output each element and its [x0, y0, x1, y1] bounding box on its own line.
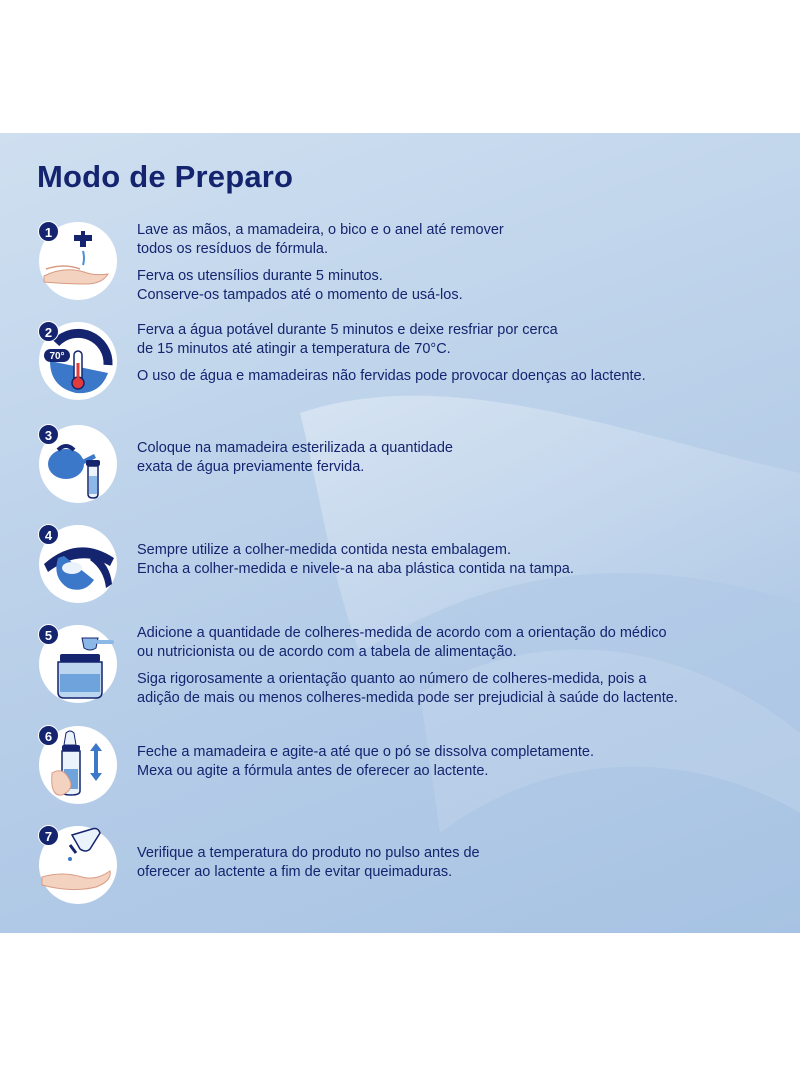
text-line: Adicione a quantidade de colheres-medida de acordo com a orientação do médico: [137, 625, 667, 641]
text-line: Coloque na mamadeira esterilizada a quantidade: [137, 440, 453, 456]
text-line: O uso de água e mamadeiras não fervidas pode provocar doenças ao lactente.: [137, 368, 646, 384]
temperature-label: 70°: [49, 351, 65, 362]
step-3-text: [137, 439, 777, 485]
step-number-badge: 7: [38, 825, 59, 846]
step-4-text: [137, 541, 777, 587]
thermometer-kettle-icon: [38, 321, 118, 401]
step-number-badge: 6: [38, 725, 59, 746]
wrist-temperature-test-icon: [38, 825, 118, 905]
text-line: Lave as mãos, a mamadeira, o bico e o anel até remover: [137, 222, 504, 238]
text-line: oferecer ao lactente a fim de evitar queimaduras.: [137, 864, 453, 880]
step-2-text: [137, 321, 777, 394]
kettle-pouring-into-bottle-icon: [38, 424, 118, 504]
text-line: Mexa ou agite a fórmula antes de oferecer ao lactente.: [137, 763, 489, 779]
text-line: Feche a mamadeira e agite-a até que o pó se dissolva completamente.: [137, 744, 595, 760]
preparation-panel: [0, 133, 800, 933]
shake-bottle-icon: [38, 725, 118, 805]
step-7-text: [137, 844, 777, 890]
step-5-paragraph-1: [137, 624, 777, 662]
text-line: de 15 minutos até atingir a temperatura de 70°C.: [137, 341, 451, 357]
step-1-paragraph-1: [137, 221, 777, 259]
step-1-paragraph-2: [137, 267, 777, 305]
step-1-text: [137, 221, 777, 313]
step-number-badge: 1: [38, 221, 59, 242]
text-line: Ferva os utensílios durante 5 minutos.: [137, 268, 383, 284]
text-line: Ferva a água potável durante 5 minutos e deixe resfriar por cerca: [137, 322, 558, 338]
step-6-text: [137, 743, 777, 789]
step-2-paragraph-2: [137, 367, 777, 386]
page-title: Modo de Preparo: [37, 159, 294, 194]
text-line: adição de mais ou menos colheres-medida pode ser prejudicial à saúde do lactente.: [137, 690, 678, 706]
text-line: todos os resíduos de fórmula.: [137, 241, 329, 257]
step-number-badge: 2: [38, 321, 59, 342]
step-number-badge: 5: [38, 624, 59, 645]
text-line: Sempre utilize a colher-medida contida nesta embalagem.: [137, 542, 511, 558]
text-line: Encha a colher-medida e nivele-a na aba plástica contida na tampa.: [137, 561, 574, 577]
step-5-paragraph-2: [137, 670, 777, 708]
step-3-paragraph-1: [137, 439, 777, 477]
text-line: Verifique a temperatura do produto no pulso antes de: [137, 845, 480, 861]
text-line: Conserve-os tampados até o momento de usá-los.: [137, 287, 463, 303]
step-4-paragraph-1: [137, 541, 777, 579]
text-line: Siga rigorosamente a orientação quanto ao número de colheres-medida, pois a: [137, 671, 647, 687]
step-number-badge: 3: [38, 424, 59, 445]
scoop-into-bottle-icon: [38, 624, 118, 704]
text-line: exata de água previamente fervida.: [137, 459, 365, 475]
step-5-text: [137, 624, 777, 716]
step-6-paragraph-1: [137, 743, 777, 781]
step-7-paragraph-1: [137, 844, 777, 882]
measuring-scoop-icon: [38, 524, 118, 604]
hand-washing-faucet-icon: [38, 221, 118, 301]
step-2-paragraph-1: [137, 321, 777, 359]
step-number-badge: 4: [38, 524, 59, 545]
text-line: ou nutricionista ou de acordo com a tabela de alimentação.: [137, 644, 517, 660]
